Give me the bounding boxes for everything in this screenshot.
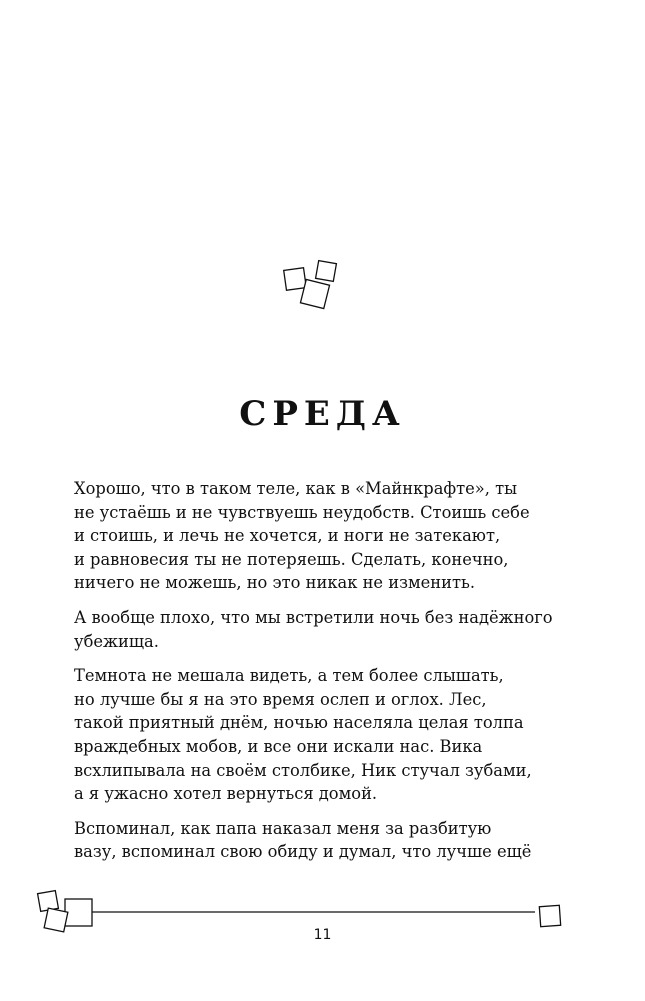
paragraph: А вообще плохо, что мы встретили ночь без надёжного убежища. [74,607,553,651]
body-text [74,477,574,875]
squares-ornament-icon [281,258,343,314]
paragraph: Вспоминал, как папа наказал меня за разбитую вазу, вспоминал свою обиду и думал, что лучше ещё [74,818,532,862]
paragraph: Хорошо, что в таком теле, как в «Майнкрафте», ты не устаёшь и не чувствуешь неудобств. Стоишь себе и стоишь, и лечь не хочется, и ноги не затекают, и равновесия ты не потеряешь. Сделать, конечно, ничего не можешь, но это никак не изменить. [74,479,530,593]
page-number: 11 [313,927,332,943]
paragraph: Темнота не мешала видеть, а тем более слышать, но лучше бы я на это время ослеп и оглох. Лес, такой приятный днём, ночью населяла целая толпа враждебных мобов, и все они искали нас. Вика всхлипывала на своём столбике, Ник стучал зубами, а я ужасно хотел вернуться домой. [74,666,532,804]
chapter-title: СРЕДА [239,394,406,434]
